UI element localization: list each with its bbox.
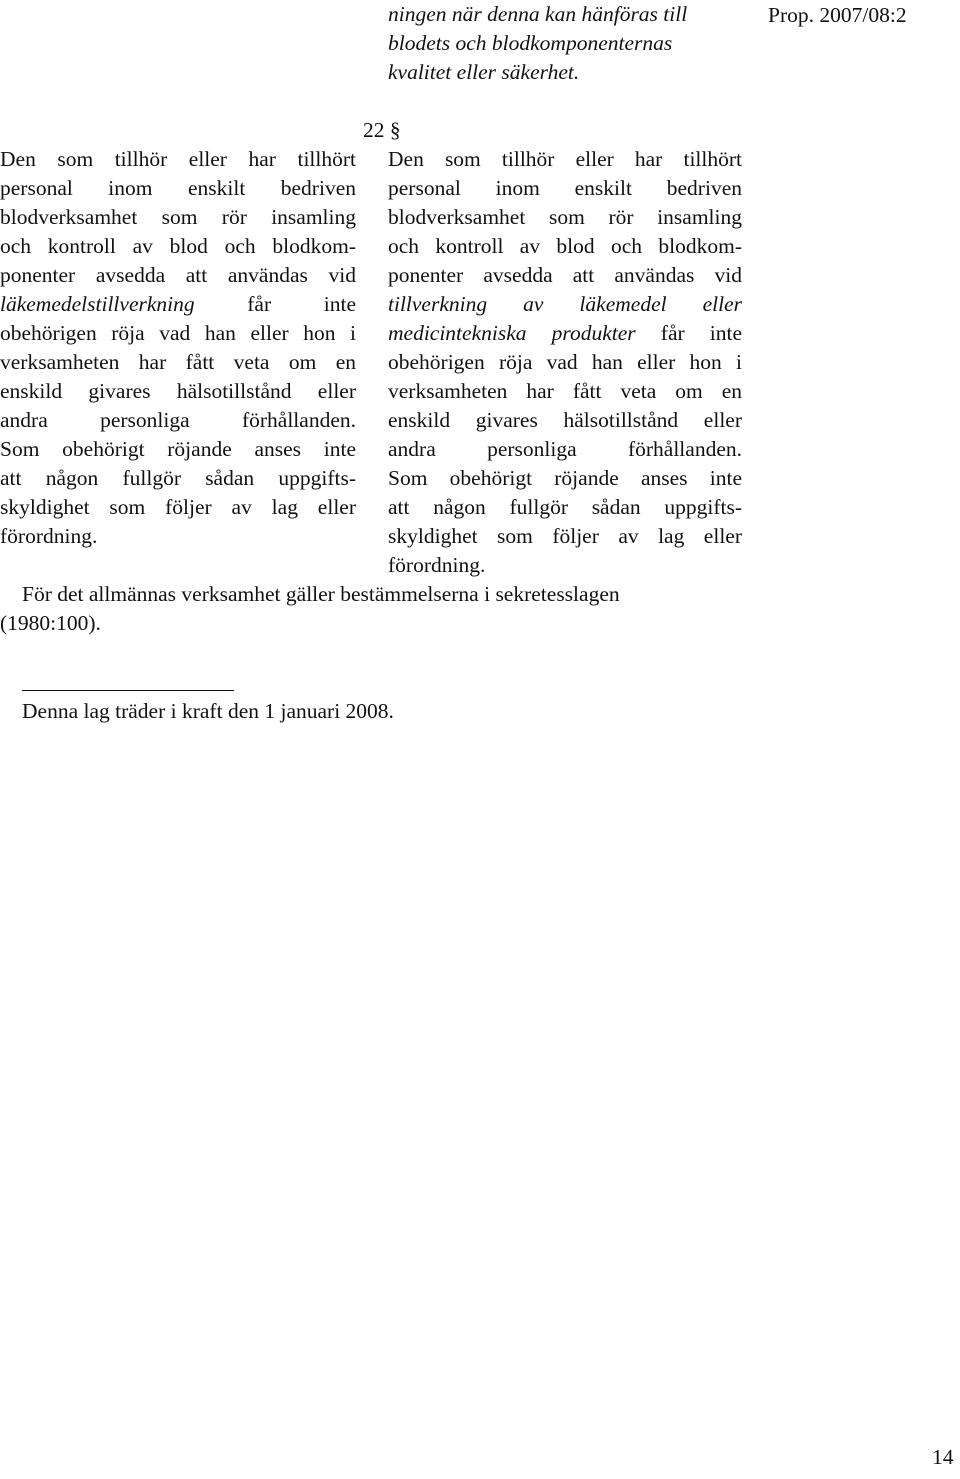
left-line-with-italic <box>0 290 356 319</box>
right-line: Som obehörigt röjande anses inte <box>388 466 742 490</box>
top-continuation-line: ningen när denna kan hänföras till <box>388 2 688 26</box>
right-line-italic <box>388 290 742 319</box>
right-line: skyldighet som följer av lag eller <box>388 524 742 548</box>
left-line: Den som tillhör eller har tillhört <box>0 147 356 171</box>
italic-term: medicintekniska produkter <box>388 321 636 345</box>
italic-term: läkemedelstillverkning <box>0 292 195 316</box>
separator-rule <box>22 690 234 691</box>
right-line: personal inom enskilt bedriven <box>388 176 742 200</box>
left-line: andra personliga förhållanden. <box>0 408 356 432</box>
left-line: ponenter avsedda att användas vid <box>0 263 356 287</box>
page-number: 14 <box>932 1445 954 1469</box>
right-line: och kontroll av blod och blodkom- <box>388 234 742 258</box>
italic-term: tillverkning av läkemedel eller <box>388 292 742 316</box>
left-line-rest: får inte <box>247 292 356 316</box>
general-note-line: (1980:100). <box>0 611 101 635</box>
right-line: verksamheten har fått veta om en <box>388 379 742 403</box>
right-line: ponenter avsedda att användas vid <box>388 263 742 287</box>
left-line: förordning. <box>0 524 98 548</box>
left-line: Som obehörigt röjande anses inte <box>0 437 356 461</box>
proposition-reference: Prop. 2007/08:2 <box>768 3 907 27</box>
section-number: 22 § <box>363 118 401 142</box>
top-continuation-text <box>388 0 742 87</box>
left-line: blodverksamhet som rör insamling <box>0 205 356 229</box>
left-line: att någon fullgör sådan uppgifts- <box>0 466 356 490</box>
general-note-line: För det allmännas verksamhet gäller bestämmelserna i sekretesslagen <box>22 582 620 606</box>
right-line: förordning. <box>388 553 486 577</box>
top-continuation-line: kvalitet eller säkerhet. <box>388 60 580 84</box>
left-line: verksamheten har fått veta om en <box>0 350 356 374</box>
left-line: personal inom enskilt bedriven <box>0 176 356 200</box>
right-line: blodverksamhet som rör insamling <box>388 205 742 229</box>
effective-date-note: Denna lag träder i kraft den 1 januari 2008. <box>22 699 394 723</box>
left-line: obehörigen röja vad han eller hon i <box>0 321 356 345</box>
right-line-with-italic <box>388 319 742 348</box>
right-line: att någon fullgör sådan uppgifts- <box>388 495 742 519</box>
left-line: enskild givares hälsotillstånd eller <box>0 379 356 403</box>
left-line: skyldighet som följer av lag eller <box>0 495 356 519</box>
right-line: obehörigen röja vad han eller hon i <box>388 350 742 374</box>
right-line: andra personliga förhållanden. <box>388 437 742 461</box>
right-line: Den som tillhör eller har tillhört <box>388 147 742 171</box>
left-line: och kontroll av blod och blodkom- <box>0 234 356 258</box>
right-line: enskild givares hälsotillstånd eller <box>388 408 742 432</box>
right-line-rest: får inte <box>660 321 743 345</box>
top-continuation-line: blodets och blodkomponenternas <box>388 31 673 55</box>
